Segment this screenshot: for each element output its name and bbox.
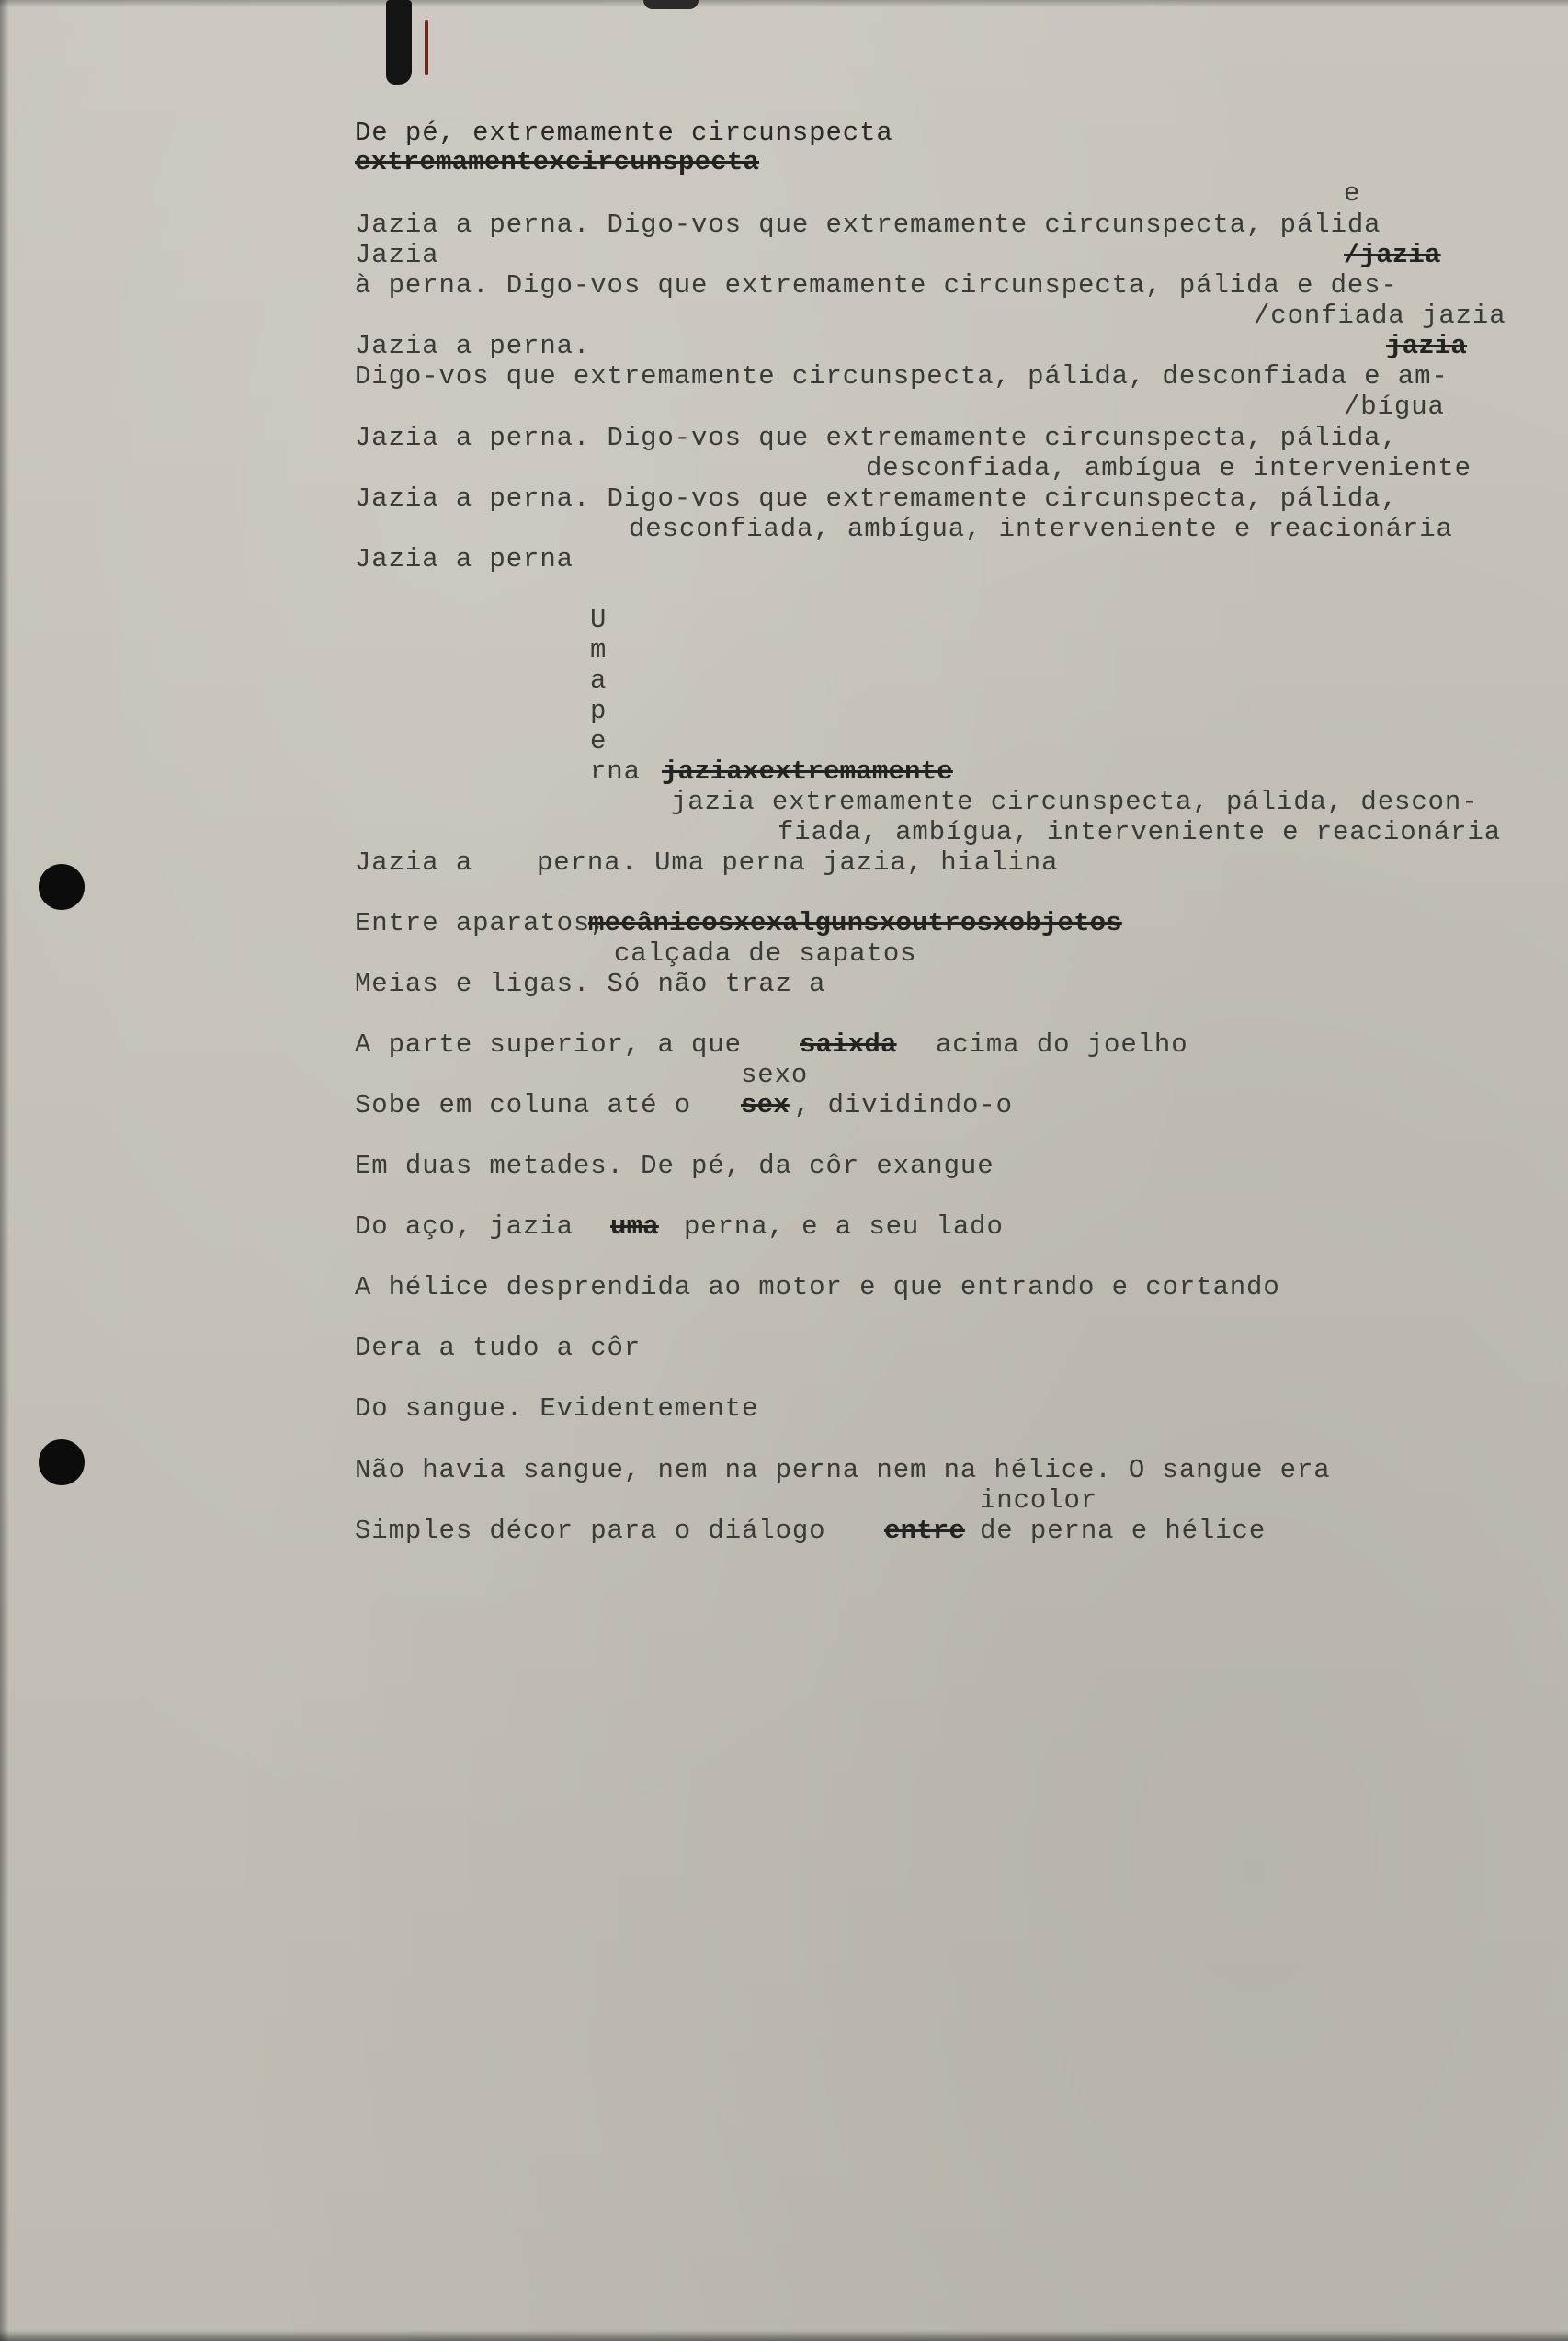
line-1: De pé, extremamente circunspecta [355, 118, 893, 148]
punch-hole [39, 1439, 85, 1485]
struck-word: uma [610, 1211, 659, 1242]
ink-smudge-mark [643, 0, 699, 9]
line-19: Dera a tudo a côr [355, 1333, 642, 1363]
line-4-continuation: /confiada jazia [1254, 301, 1506, 331]
line-8: Jazia a perna. Digo-vos que extremamente circunspecta, pálida, [355, 483, 1398, 514]
vertical-letter: m [590, 635, 608, 665]
line-16: Em duas metades. De pé, da côr exangue [355, 1151, 994, 1181]
line-21: Não havia sangue, nem na perna nem na hélice. O sangue era [355, 1455, 1331, 1485]
vertical-letter: U [590, 605, 608, 635]
struck-word: entre [884, 1516, 966, 1546]
insertion: e [1344, 178, 1361, 209]
line-10-continuation: fiada, ambígua, interveniente e reacionária [778, 817, 1502, 847]
line-17-end: perna, e a seu lado [684, 1211, 1004, 1242]
insertion: sexo [741, 1060, 809, 1090]
page-top-shadow [0, 0, 1568, 7]
line-13: Meias e ligas. Só não traz a [355, 969, 826, 999]
line-6: Digo-vos que extremamente circunspecta, pálida, desconfiada e am- [355, 361, 1449, 392]
ink-stroke-mark [425, 20, 428, 75]
line-7: Jazia a perna. Digo-vos que extremamente circunspecta, pálida, [355, 423, 1398, 453]
line-12-insertion: calçada de sapatos [614, 938, 917, 969]
line-22-end: de perna e hélice [980, 1516, 1267, 1546]
line-10: jazia extremamente circunspecta, pálida, descon- [671, 787, 1479, 817]
line-3: Jazia [355, 240, 439, 270]
line-20: Do sangue. Evidentemente [355, 1393, 759, 1424]
vertical-word: rna [590, 756, 641, 787]
line-6-continuation: /bígua [1344, 392, 1445, 422]
vertical-letter: p [590, 696, 608, 726]
line-12: Entre aparatos, [355, 908, 608, 938]
struck-word: saixda [800, 1029, 897, 1060]
vertical-letter: a [590, 665, 608, 696]
line-11-end: perna. Uma perna jazia, hialina [537, 847, 1059, 878]
vertical-letter: e [590, 726, 608, 756]
line-5: Jazia a perna. [355, 331, 591, 361]
line-7-continuation: desconfiada, ambígua e interveniente [866, 453, 1471, 483]
struck-line: extremamentexcircunspecta [355, 147, 760, 177]
line-9: Jazia a perna [355, 544, 574, 574]
struck-word: /jazia [1344, 240, 1441, 270]
struck-word: sex [741, 1090, 790, 1120]
page-bottom-shadow [0, 2330, 1568, 2341]
line-14-start: A parte superior, a que [355, 1029, 742, 1060]
struck-word: jazia [1386, 331, 1468, 361]
struck-phrase: mecânicosxexalgunsxoutrosxobjetos [588, 908, 1122, 938]
line-15-end: , dividindo-o [794, 1090, 1013, 1120]
ink-blot-mark [386, 0, 412, 85]
line-4: à perna. Digo-vos que extremamente circunspecta, pálida e des- [355, 270, 1398, 301]
line-18: A hélice desprendida ao motor e que entrando e cortando [355, 1272, 1280, 1302]
line-14-end: acima do joelho [936, 1029, 1188, 1060]
page-edge-shadow [0, 0, 9, 2341]
line-11-start: Jazia a [355, 847, 473, 878]
line-17-start: Do aço, jazia [355, 1211, 574, 1242]
line-8-continuation: desconfiada, ambígua, interveniente e reacionária [629, 514, 1453, 544]
line-22-start: Simples décor para o diálogo [355, 1516, 826, 1546]
line-2: Jazia a perna. Digo-vos que extremamente circunspecta, pálida [355, 210, 1381, 240]
insertion: incolor [980, 1485, 1098, 1516]
line-15-start: Sobe em coluna até o [355, 1090, 692, 1120]
punch-hole [39, 864, 85, 910]
struck-phrase: jaziaxextremamente [662, 756, 953, 787]
